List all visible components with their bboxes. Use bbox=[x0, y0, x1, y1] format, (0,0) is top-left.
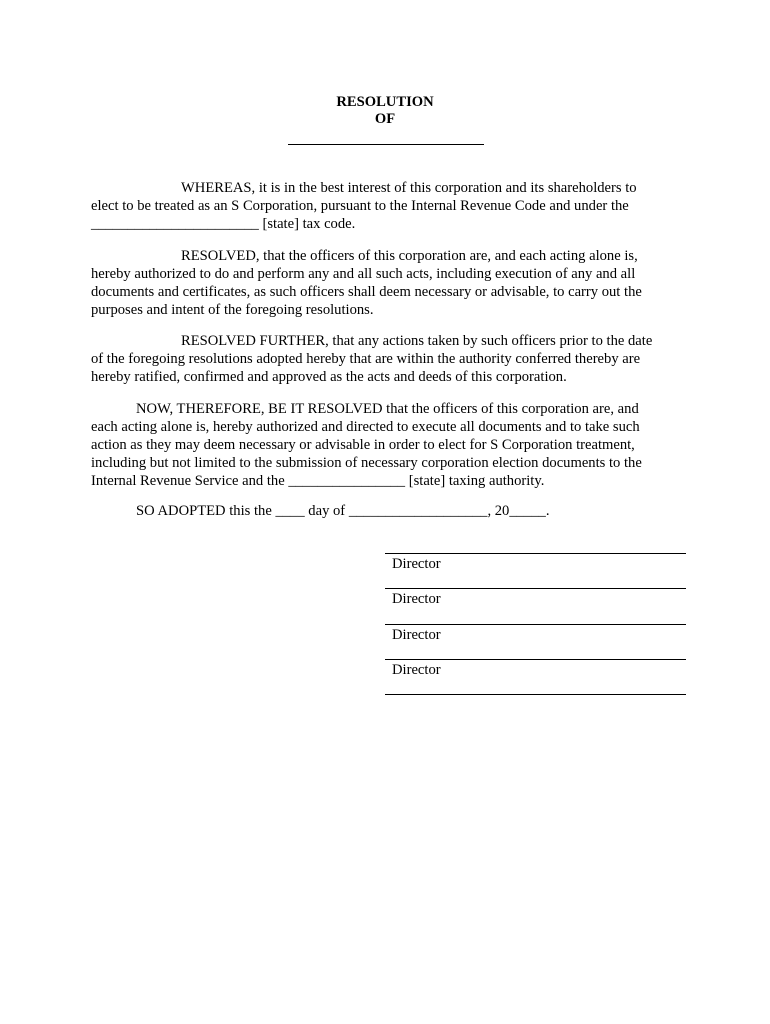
document-title-of: OF bbox=[374, 111, 396, 127]
document-title: RESOLUTION bbox=[336, 94, 434, 110]
director-label: Director bbox=[392, 556, 441, 572]
director-label: Director bbox=[392, 591, 441, 607]
resolved-further-paragraph bbox=[91, 332, 671, 386]
paragraph-line: purposes and intent of the foregoing resolutions. bbox=[91, 302, 374, 318]
paragraph-line: SO ADOPTED this the ____ day of ___________________, 20_____. bbox=[136, 503, 550, 519]
paragraph-line: elect to be treated as an S Corporation, pursuant to the Internal Revenue Code and under the bbox=[91, 198, 629, 214]
paragraph-line: _______________________ [state] tax code. bbox=[91, 216, 356, 232]
paragraph-line: including but not limited to the submission of necessary corporation election documents to the bbox=[91, 455, 642, 471]
now-therefore-paragraph bbox=[91, 400, 671, 490]
paragraph-line: RESOLVED FURTHER, that any actions taken by such officers prior to the date bbox=[181, 333, 653, 349]
paragraph-line: RESOLVED, that the officers of this corporation are, and each acting alone is, bbox=[181, 248, 638, 264]
paragraph-line: documents and certificates, as such officers shall deem necessary or advisable, to carry out the bbox=[91, 284, 642, 300]
paragraph-line: NOW, THEREFORE, BE IT RESOLVED that the officers of this corporation are, and bbox=[136, 401, 639, 417]
paragraph-line: hereby authorized to do and perform any and all such acts, including execution of any and all bbox=[91, 266, 636, 282]
resolved-paragraph bbox=[91, 247, 671, 319]
corporation-name-blank bbox=[288, 144, 484, 145]
paragraph-line: hereby ratified, confirmed and approved as the acts and deeds of this corporation. bbox=[91, 369, 567, 385]
paragraph-line: Internal Revenue Service and the ________________ [state] taxing authority. bbox=[91, 473, 545, 489]
paragraph-line: each acting alone is, hereby authorized and directed to execute all documents and to take such bbox=[91, 419, 640, 435]
director-label: Director bbox=[392, 662, 441, 678]
so-adopted-paragraph bbox=[91, 502, 671, 520]
paragraph-line: action as they may deem necessary or advisable in order to elect for S Corporation treatment, bbox=[91, 437, 635, 453]
director-label: Director bbox=[392, 627, 441, 643]
signature-line[interactable] bbox=[385, 588, 686, 589]
paragraph-line: WHEREAS, it is in the best interest of this corporation and its shareholders to bbox=[181, 180, 637, 196]
whereas-paragraph bbox=[91, 179, 671, 233]
signature-line[interactable] bbox=[385, 624, 686, 625]
paragraph-line: of the foregoing resolutions adopted hereby that are within the authority conferred thereby are bbox=[91, 351, 641, 367]
signature-line[interactable] bbox=[385, 553, 686, 554]
signature-line[interactable] bbox=[385, 694, 686, 695]
signature-line[interactable] bbox=[385, 659, 686, 660]
